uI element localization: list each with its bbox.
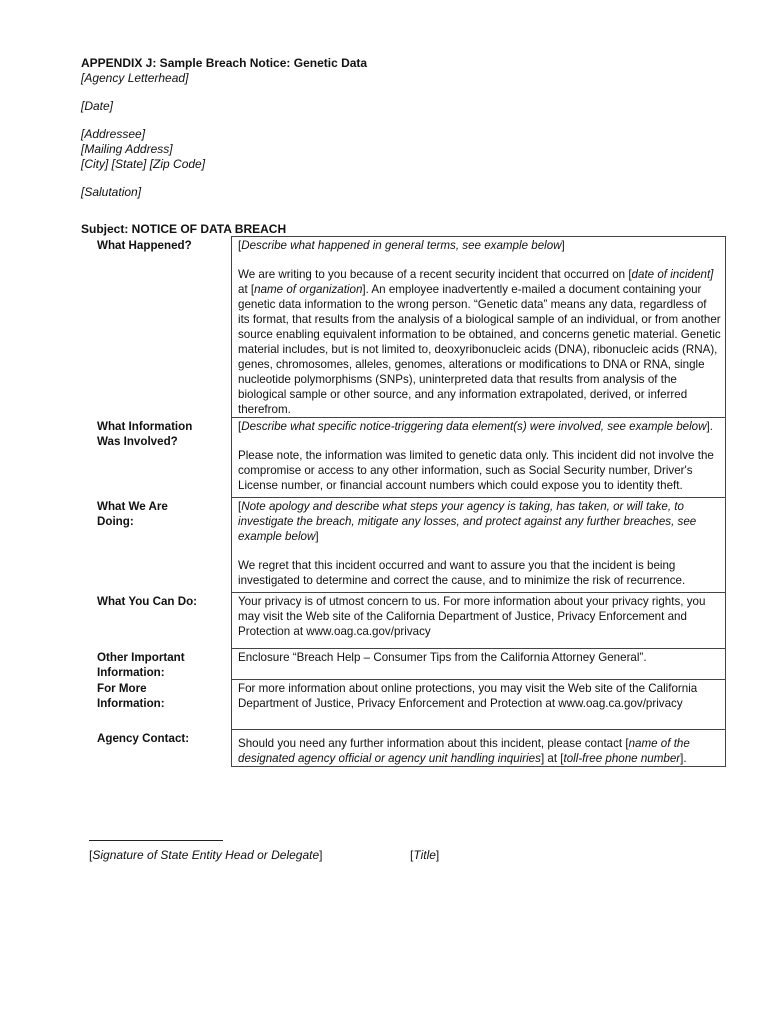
- date-placeholder: [Date]: [81, 99, 114, 113]
- other-important-body: Enclosure “Breach Help – Consumer Tips from the California Attorney General”.: [238, 651, 647, 664]
- value-agency-contact: [232, 730, 726, 767]
- what-happened-body: We are writing to you because of a recent security incident that occurred on [date of incident] at [name of organization]. An employee inadvertently e-mailed a document containing your genetic data information to the wrong person. “Genetic data” means any data, regardless of its format, that results from the analysis of a biological sample of an individual, or from another source enabling equivalent information to be obtained, and concerns genetic material. Genetic material includes, but is not limited to, deoxyribonucleic acids (DNA), ribonucleic acids (RNA), genes, chromosomes, alleles, genomes, alterations or modifications to DNA or RNA, single nucleotide polymorphisms (SNPs), uninterpreted data that results from analysis of the biological sample or other source, and any information extrapolated, derived, or inferred therefrom.: [238, 268, 721, 416]
- signature-placeholder: [Signature of State Entity Head or Delegate]: [89, 848, 323, 862]
- row-what-happened: [89, 237, 726, 418]
- subject-line: Subject: NOTICE OF DATA BREACH: [81, 222, 287, 236]
- label-what-you-can-do: What You Can Do:: [97, 594, 198, 608]
- label-what-information: What Information Was Involved?: [97, 419, 193, 448]
- addressee-placeholder: [Addressee]: [81, 127, 146, 141]
- what-information-body: Please note, the information was limited to genetic data only. This incident did not involve the compromise or access to any other information, such as Social Security number, Driver's License number, or financial account numbers which could expose you to identity theft.: [238, 449, 714, 492]
- value-what-information: [Describe what specific notice-triggering data element(s) were involved, see example below]. Please note, the information was limited to genetic data only. This incident did not involve the compromise or access to any other information, such as Social Security number, Driver's License number, or financial account numbers which could expose you to identity theft.: [232, 418, 726, 498]
- salutation-placeholder: [Salutation]: [81, 185, 142, 199]
- signature-line: [89, 840, 223, 841]
- notice-table: [89, 236, 726, 767]
- what-you-can-do-body: Your privacy is of utmost concern to us. For more information about your privacy rights, you may visit the Web site of the California Department of Justice, Privacy Enforcement and Protection at www.oag.ca.gov/privacy: [238, 595, 706, 638]
- city-state-zip-placeholder: [City] [State] [Zip Code]: [81, 157, 206, 171]
- value-what-you-can-do: [232, 593, 726, 649]
- title-placeholder: [Title]: [410, 848, 440, 862]
- label-agency-contact: Agency Contact:: [97, 731, 190, 745]
- document-title: APPENDIX J: Sample Breach Notice: Genetic Data: [81, 56, 368, 70]
- value-what-we-are-doing: [Note apology and describe what steps your agency is taking, has taken, or will take, to investigate the breach, mitigate any losses, and protect against any further breaches, see example below] We regret that this incident occurred and want to assure you that the incident is being investigated to determine and correct the cause, and to minimize the risk of recurrence.: [232, 498, 726, 593]
- label-what-happened: What Happened?: [97, 238, 192, 252]
- mailing-address-placeholder: [Mailing Address]: [81, 142, 173, 156]
- value-for-more: [232, 680, 726, 730]
- value-what-happened: [Describe what happened in general terms, see example below] We are writing to you because of a recent security incident that occurred on [date of incident] at [name of organization]. An employee inadvertently e-mailed a document containing your genetic data information to the wrong person. “Genetic data” means any data, regardless of its format, that results from the analysis of a biological sample of an individual, or from another source enabling equivalent information to be obtained, and concerns genetic material. Genetic material includes, but is not limited to, deoxyribonucleic acids (DNA), ribonucleic acids (RNA), genes, chromosomes, alleles, genomes, alterations or modifications to DNA or RNA, single nucleotide polymorphisms (SNPs), uninterpreted data that results from analysis of the biological sample or other source, and any information extrapolated, derived, or inferred therefrom.: [232, 237, 726, 418]
- row-for-more: [89, 680, 726, 730]
- what-we-are-doing-prompt: Note apology and describe what steps your agency is taking, has taken, or will take, to investigate the breach, mitigate any losses, and protect against any further breaches, see example below: [238, 500, 697, 543]
- for-more-body: For more information about online protections, you may visit the Web site of the California Department of Justice, Privacy Enforcement and Protection at www.oag.ca.gov/privacy: [238, 682, 698, 710]
- label-other-important: Other Important Information:: [97, 650, 185, 679]
- what-information-prompt: Describe what specific notice-triggering data element(s) were involved, see example below: [241, 420, 707, 433]
- row-agency-contact: [89, 730, 726, 767]
- agency-letterhead: [Agency Letterhead]: [81, 71, 189, 85]
- letter-header: [81, 56, 721, 200]
- row-what-information: [89, 418, 726, 498]
- row-what-you-can-do: [89, 593, 726, 649]
- label-for-more: For More Information:: [97, 681, 165, 710]
- label-what-we-are-doing: What We Are Doing:: [97, 499, 168, 528]
- what-happened-prompt: Describe what happened in general terms, see example below: [241, 239, 562, 252]
- row-what-we-are-doing: [89, 498, 726, 593]
- agency-contact-body: Should you need any further information about this incident, please contact [name of the designated agency official or agency unit handling inquiries] at [toll-free phone number].: [238, 737, 690, 765]
- what-we-are-doing-body: We regret that this incident occurred and want to assure you that the incident is being investigated to determine and correct the cause, and to minimize the risk of recurrence.: [238, 559, 686, 587]
- value-other-important: [232, 649, 726, 680]
- row-other-important: [89, 649, 726, 680]
